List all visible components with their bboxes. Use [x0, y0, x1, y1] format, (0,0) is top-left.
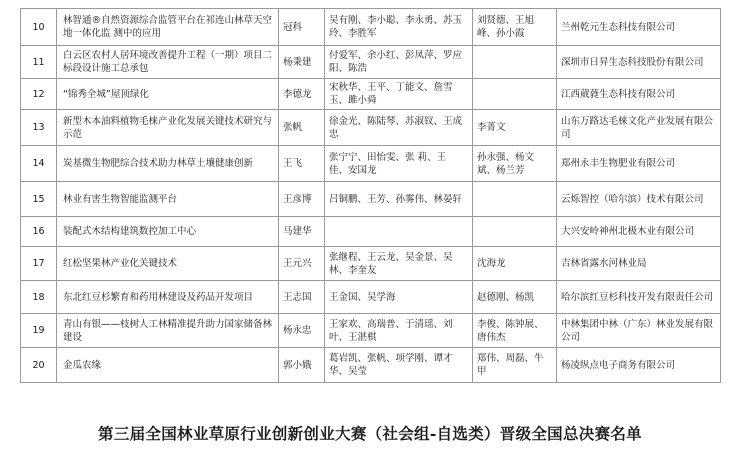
table-row	[21, 247, 721, 281]
organization-cell: 郑州永丰生物肥业有限公司	[557, 146, 721, 182]
team-leader-cell: 王元兴	[279, 247, 325, 281]
row-number-cell: 15	[21, 182, 57, 217]
team-leader-cell: 张帆	[279, 110, 325, 146]
organization-cell: 兰州乾元生态科技有限公司	[557, 9, 721, 46]
advisors-cell: 沈海龙	[473, 247, 557, 281]
row-number-cell: 11	[21, 46, 57, 79]
team-leader-cell: 王飞	[279, 146, 325, 182]
team-leader-cell: 马建华	[279, 217, 325, 247]
advisors-cell: 李菁文	[473, 110, 557, 146]
row-number-cell: 18	[21, 281, 57, 314]
project-name-cell: 炭基微生物肥综合技术助力林草土壤健康创新	[57, 146, 279, 182]
row-number-cell: 19	[21, 314, 57, 348]
table-row	[21, 217, 721, 247]
team-leader-cell: 王志国	[279, 281, 325, 314]
table-row	[21, 9, 721, 46]
organization-cell: 中林集团中林（广东）林业发展有限公司	[557, 314, 721, 348]
team-members-cell: 宋秋华、王平、丁能文、詹雪玉、雎小舜	[325, 79, 473, 110]
team-members-cell: 葛岩凯、张帆、项学刚、谭才华、吴莹	[325, 348, 473, 383]
team-leader-cell: 王彦博	[279, 182, 325, 217]
project-name-cell: 林业有害生物智能监测平台	[57, 182, 279, 217]
advisors-cell	[473, 79, 557, 110]
organization-cell: 山东万路达毛梾文化产业发展有限公司	[557, 110, 721, 146]
advisors-cell: 刘贤德、王旭峰、孙小霞	[473, 9, 557, 46]
project-name-cell: 新型木本油料植物毛梾产业化发展关键技术研究与示范	[57, 110, 279, 146]
row-number-cell: 12	[21, 79, 57, 110]
project-name-cell: “锦秀全城”屋顶绿化	[57, 79, 279, 110]
organization-cell: 大兴安岭神州北极木业有限公司	[557, 217, 721, 247]
results-table	[20, 8, 721, 383]
advisors-cell: 郑伟、周磊、牛甲	[473, 348, 557, 383]
row-number-cell: 13	[21, 110, 57, 146]
table-row	[21, 182, 721, 217]
team-members-cell: 张继程、王云龙、吴金景、吴林、李奎友	[325, 247, 473, 281]
team-members-cell: 张宁宁、田怡雯、张 莉、王 佳、安国龙	[325, 146, 473, 182]
project-name-cell: 白云区农村人居环境改善提升工程（一期）项目二标段设计施工总承包	[57, 46, 279, 79]
row-number-cell: 14	[21, 146, 57, 182]
table-row	[21, 348, 721, 383]
advisors-cell	[473, 46, 557, 79]
organization-cell: 江西葳蕤生态科技有限公司	[557, 79, 721, 110]
row-number-cell: 17	[21, 247, 57, 281]
project-name-cell: 林智通®自然资源综合监管平台在祁连山林草天空地一体化监 测中的应用	[57, 9, 279, 46]
advisors-cell: 孙永强、杨文斌、杨兰芳	[473, 146, 557, 182]
page-title: 第三届全国林业草原行业创新创业大赛（社会组-自选类）晋级全国总决赛名单	[98, 424, 642, 443]
results-table-body	[21, 9, 721, 383]
advisors-cell	[473, 217, 557, 247]
organization-cell: 云烁智控（哈尔滨）技术有限公司	[557, 182, 721, 217]
team-leader-cell: 李德龙	[279, 79, 325, 110]
table-row	[21, 281, 721, 314]
project-name-cell: 金瓜农缘	[57, 348, 279, 383]
team-members-cell: 王家欢、高瑞普、于清瑶、刘叶、王湛棋	[325, 314, 473, 348]
row-number-cell: 20	[21, 348, 57, 383]
advisors-cell: 李俊、陈钟展、唐伟杰	[473, 314, 557, 348]
team-members-cell: 付爱军、余小红、彭凤萍、罗应阳、陈浩	[325, 46, 473, 79]
project-name-cell: 装配式木结构建筑数控加工中心	[57, 217, 279, 247]
table-row	[21, 146, 721, 182]
row-number-cell: 10	[21, 9, 57, 46]
team-leader-cell: 郭小娥	[279, 348, 325, 383]
organization-cell: 吉林省露水河林业局	[557, 247, 721, 281]
advisors-cell: 赵德刚、杨凯	[473, 281, 557, 314]
team-leader-cell: 冠科	[279, 9, 325, 46]
team-members-cell: 徐金光、陈陆琴、苏淑钗、王成忠	[325, 110, 473, 146]
organization-cell: 哈尔滨红豆杉科技开发有限责任公司	[557, 281, 721, 314]
results-table-container	[20, 8, 720, 383]
team-leader-cell: 杨永忠	[279, 314, 325, 348]
team-members-cell: 王金国、吴学海	[325, 281, 473, 314]
table-row	[21, 46, 721, 79]
team-leader-cell: 杨秉建	[279, 46, 325, 79]
organization-cell: 杨凌纵点电子商务有限公司	[557, 348, 721, 383]
team-members-cell: 吴有刚、李小聪、李永勇、苏玉玲、李胜军	[325, 9, 473, 46]
project-name-cell: 东北红豆杉繁育和药用林建设及药品开发项目	[57, 281, 279, 314]
team-members-cell	[325, 217, 473, 247]
row-number-cell: 16	[21, 217, 57, 247]
project-name-cell: 青山有银——枝树人工林精准提升助力国家储备林建设	[57, 314, 279, 348]
table-row	[21, 314, 721, 348]
project-name-cell: 红松坚果林产业化关键技术	[57, 247, 279, 281]
advisors-cell	[473, 182, 557, 217]
organization-cell: 深圳市日昇生态科技股份有限公司	[557, 46, 721, 79]
table-row	[21, 79, 721, 110]
team-members-cell: 吕铜鹏、王芳、孙雾伟、林晏轩	[325, 182, 473, 217]
table-row	[21, 110, 721, 146]
